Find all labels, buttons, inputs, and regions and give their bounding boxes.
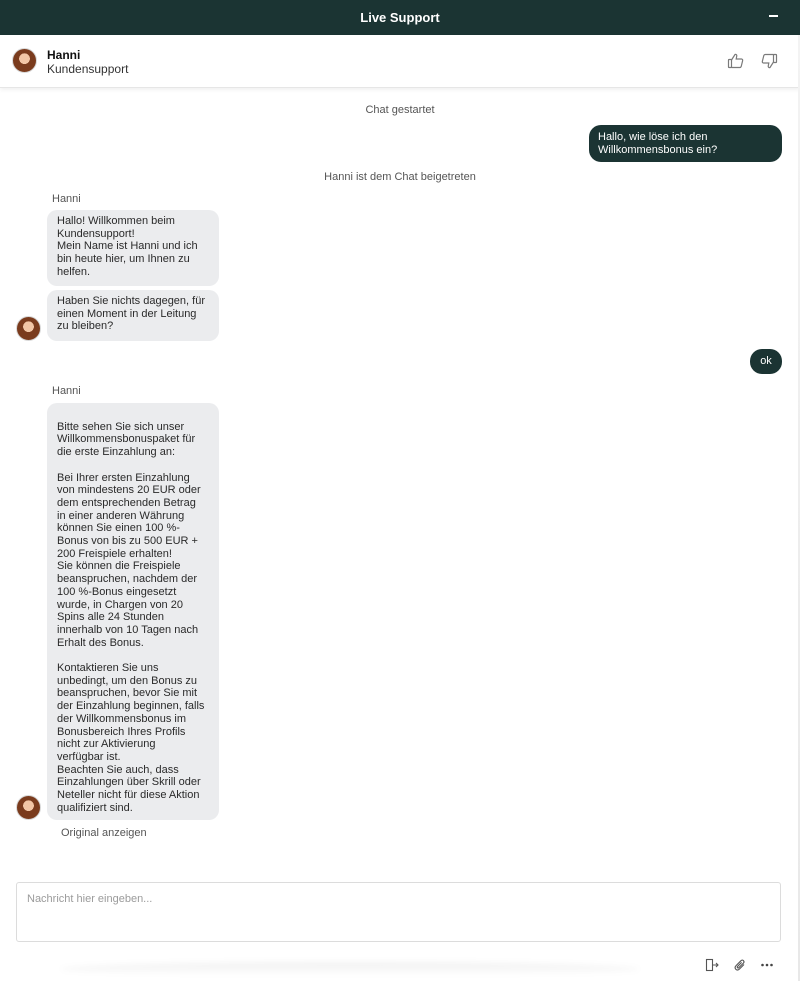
agent-message-text: Bitte sehen Sie sich unser Willkommensbonuspaket für die erste Einzahlung an: Bei Ihrer ersten Einzahlung von mindestens 20 EUR oder dem entsprechenden Betrag in einer anderen Währung können Sie einen 100 %- Bonus von bis zu 500 EUR + 200 Freispiele erhalten! Sie können die Freispiele beanspruchen, nachdem der 100 %-Bonus eingesetzt wurde, in Chargen von 20 Spins alle 24 Stunden innerhalb von 10 Tagen nach Erhalt des Bonus. Kontaktieren Sie uns unbedingt, um den Bonus zu beanspruchen, bevor Sie mit der Einzahlung beginnen, falls der Willkommensbonus im Bonusbereich Ihres Profils nicht zur Aktivierung verfügbar ist. Beachten Sie auch, dass Einzahlungen über Skrill oder Neteller nicht für diese Aktion qualifiziert sind. bbox=[57, 420, 205, 814]
system-message-joined: Hanni ist dem Chat beigetreten bbox=[324, 171, 476, 183]
system-message-started: Chat gestartet bbox=[365, 104, 435, 116]
more-options-button[interactable] bbox=[760, 958, 774, 972]
more-icon bbox=[760, 958, 774, 972]
agent-message: Haben Sie nichts dagegen, für einen Moment in der Leitung zu bleiben? bbox=[47, 290, 219, 341]
agent-message bbox=[47, 403, 219, 840]
thumbs-up-icon bbox=[726, 51, 746, 71]
agent-avatar bbox=[16, 316, 41, 341]
user-message: Hallo, wie löse ich den Willkommensbonus ein? bbox=[589, 125, 782, 162]
thumbs-down-icon bbox=[759, 51, 779, 71]
message-input[interactable] bbox=[16, 882, 781, 942]
agent-avatar bbox=[16, 795, 41, 820]
minimize-button[interactable] bbox=[766, 9, 780, 23]
footer-shadow bbox=[60, 962, 640, 976]
end-chat-button[interactable] bbox=[705, 958, 719, 972]
window-titlebar bbox=[0, 0, 800, 35]
sender-name: Hanni bbox=[52, 385, 81, 397]
minimize-icon bbox=[769, 15, 778, 17]
attach-button[interactable] bbox=[733, 958, 747, 972]
agent-message: Hallo! Willkommen beim Kundensupport! Mein Name ist Hanni und ich bin heute hier, um Ihnen zu helfen. bbox=[47, 210, 219, 286]
agent-role: Kundensupport bbox=[47, 62, 129, 76]
thumbs-down-button[interactable] bbox=[759, 51, 779, 71]
agent-avatar bbox=[12, 48, 37, 73]
thumbs-up-button[interactable] bbox=[726, 51, 746, 71]
agent-name: Hanni bbox=[47, 48, 81, 62]
exit-icon bbox=[705, 958, 719, 972]
paperclip-icon bbox=[733, 958, 747, 972]
window-title: Live Support bbox=[360, 10, 440, 25]
sender-name: Hanni bbox=[52, 193, 81, 205]
show-original-link[interactable]: Original anzeigen bbox=[61, 827, 147, 840]
agent-header bbox=[0, 35, 800, 88]
user-message: ok bbox=[750, 349, 782, 374]
